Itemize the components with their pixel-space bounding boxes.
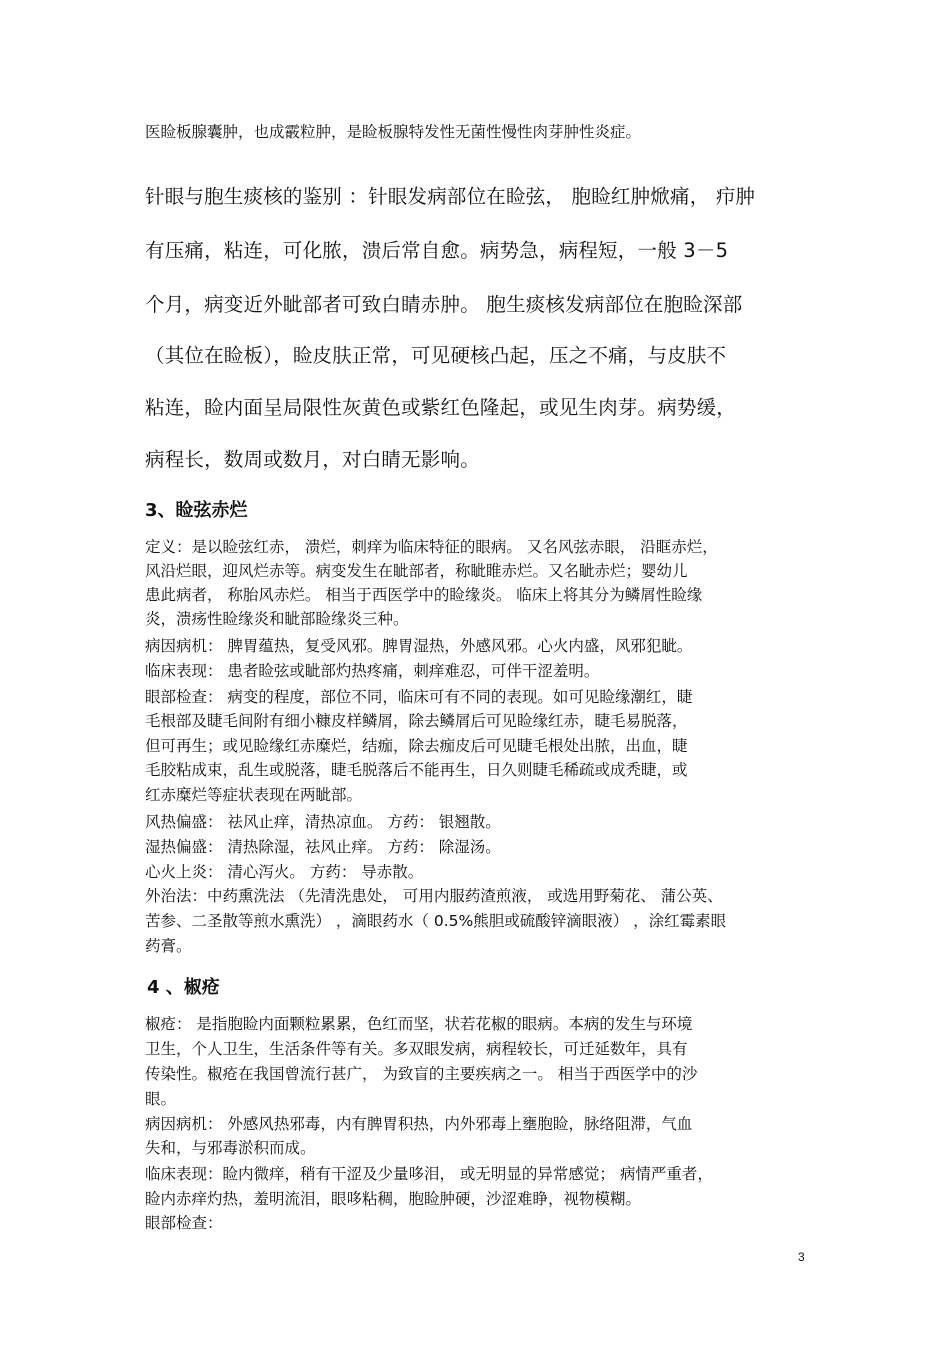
text-line: 有压痛，粘连，可化脓，溃后常自愈。病势急，病程短，一般 3－5 xyxy=(145,239,729,262)
text-line: 心火上炎： 清心泻火。 方药： 导赤散。 xyxy=(145,863,424,881)
text-line: 临床表现： 患者睑弦或眦部灼热疼痛，刺痒难忍，可伴干涩羞明。 xyxy=(145,662,600,680)
text-line: 个月，病变近外眦部者可致白睛赤肿。 胞生痰核发病部位在胞睑深部 xyxy=(145,293,743,316)
text-line: 定义：是以睑弦红赤， 溃烂，刺痒为临床特征的眼病。 又名风弦赤眼， 沿眶赤烂， xyxy=(145,538,718,556)
text-line: 患此病者， 称胎风赤烂。 相当于西医学中的睑缘炎。 临床上将其分为鳞屑性睑缘 xyxy=(145,586,703,604)
text-line: 毛胶粘成束，乱生或脱落，睫毛脱落后不能再生，日久则睫毛稀疏或成秃睫，或 xyxy=(145,761,688,779)
text-line: 湿热偏盛： 清热除湿，祛风止痒。 方药： 除湿汤。 xyxy=(145,838,501,856)
text-line: 风沿烂眼，迎风烂赤等。病变发生在眦部者，称眦睢赤烂。又名眦赤烂；婴幼儿 xyxy=(145,562,688,580)
text-line: 病因病机： 脾胃蕴热，复受风邪。脾胃湿热，外感风邪。心火内盛，风邪犯眦。 xyxy=(145,637,693,655)
text-line: 粘连，睑内面呈局限性灰黄色或紫红色隆起，或见生肉芽。病势缓， xyxy=(145,396,737,419)
text-line: 毛根部及睫毛间附有细小糠皮样鳞屑，除去鳞屑后可见睑缘红赤，睫毛易脱落， xyxy=(145,712,688,730)
section-heading-4: 4 、椒疮 xyxy=(147,977,220,998)
text-line: （其位在睑板），睑皮肤正常，可见硬核凸起，压之不痛，与皮肤不 xyxy=(145,344,727,367)
section-heading-3: 3、睑弦赤烂 xyxy=(145,500,248,521)
text-line: 传染性。椒疮在我国曾流行甚广， 为致盲的主要疾病之一。 相当于西医学中的沙 xyxy=(145,1065,698,1083)
text-line: 病程长，数周或数月，对白睛无影响。 xyxy=(145,448,480,471)
text-line: 睑内赤痒灼热，羞明流泪，眼哆粘稠，胞睑肿硬，沙涩难睁，视物模糊。 xyxy=(145,1190,642,1208)
text-line: 临床表现：睑内微痒，稍有干涩及少量哆泪， 或无明显的异常感觉； 病情严重者， xyxy=(145,1165,713,1183)
text-line: 药膏。 xyxy=(145,937,192,955)
text-line: 针眼与胞生痰核的鉴别 ：针眼发病部位在睑弦， 胞睑红肿焮痛， 疖肿 xyxy=(145,185,756,208)
text-line: 但可再生；或见睑缘红赤糜烂，结痂，除去痂皮后可见睫毛根处出脓，出血，睫 xyxy=(145,737,688,755)
text-line: 眼部检查： xyxy=(145,1214,223,1232)
text-line: 眼。 xyxy=(145,1090,177,1108)
text-line: 苦参、二圣散等煎水熏洗） ，滴眼药水（ 0.5%熊胆或硫酸锌滴眼液） ，涂红霉素眼 xyxy=(145,912,727,930)
text-line: 病因病机： 外感风热邪毒，内有脾胃积热，内外邪毒上壅胞睑，脉络阻滞，气血 xyxy=(145,1115,693,1133)
text-line: 外治法：中药熏洗法 （先清洗患处， 可用内服药渣煎液， 或选用野菊花、 蒲公英、 xyxy=(145,887,723,905)
intro-line: 医睑板腺囊肿，也成霰粒肿，是睑板腺特发性无菌性慢性肉芽肿性炎症。 xyxy=(145,123,642,141)
text-line: 椒疮： 是指胞睑内面颗粒累累，色红而坚，状若花椒的眼病。本病的发生与环境 xyxy=(145,1015,693,1033)
text-line: 失和，与邪毒淤积而成。 xyxy=(145,1139,316,1157)
text-line: 炎，溃疡性睑缘炎和眦部睑缘炎三种。 xyxy=(145,610,409,628)
text-line: 风热偏盛： 祛风止痒，清热凉血。 方药： 银翘散。 xyxy=(145,813,501,831)
text-line: 眼部检查： 病变的程度，部位不同，临床可有不同的表现。如可见睑缘潮红，睫 xyxy=(145,688,693,706)
page-number: 3 xyxy=(798,1250,805,1264)
text-line: 卫生，个人卫生，生活条件等有关。多双眼发病，病程较长，可迁延数年，具有 xyxy=(145,1040,688,1058)
text-line: 红赤糜烂等症状表现在两眦部。 xyxy=(145,786,363,804)
